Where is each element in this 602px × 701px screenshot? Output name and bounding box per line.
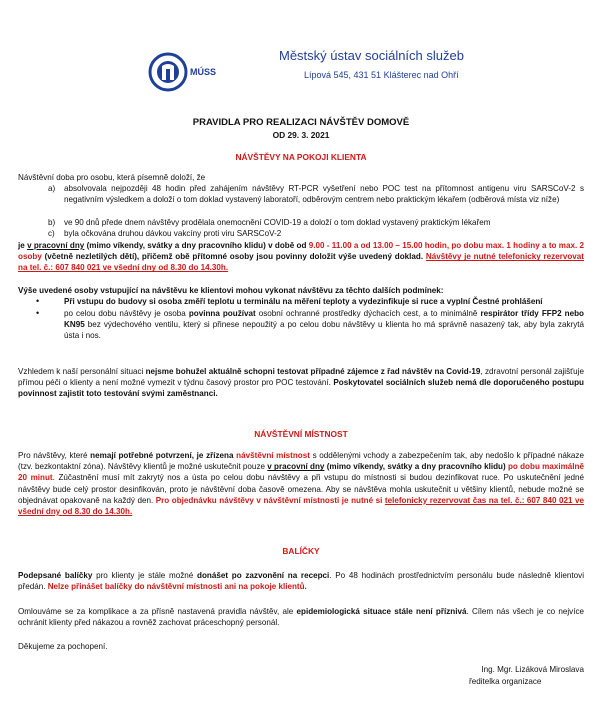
list-label-b: b) bbox=[48, 218, 56, 227]
thanks-text: Děkujeme za pochopení. bbox=[18, 642, 108, 651]
list-label-c: c) bbox=[48, 229, 55, 238]
list-item-c: byla očkována druhou dávkou vakcíny proti viru SARSCoV-2 bbox=[64, 229, 282, 238]
section1-intro: Návštěvní doba pro osobu, která písemně doloží, že bbox=[18, 173, 206, 182]
list-item-a: absolvovala nejpozději 48 hodin před zahájením návštěvy RT-PCR vyšetření nebo POC test na přítomnost antigenu viru SARSCoV-2 s negativním výsledkem a doloží o tom doklad vystavený laboratoří, odběrovým centrem nebo praktickým lékařem (odběrová místa viz níže) bbox=[64, 184, 584, 205]
packages-paragraph: Podepsané balíčky pro klienty je stále možné donášet po zazvonění na recepci. Po 48 hodinách prostřednictvím personálu bude následně klientovi předán. Nelze přinášet balíčky do návštěvní místnosti ani na pokoje klientů. bbox=[18, 571, 584, 592]
section-heading-packages: BALÍČKY bbox=[282, 546, 320, 556]
bullet-icon: • bbox=[36, 296, 40, 306]
closing-paragraph: Omlouváme se za komplikace a za přísně nastavená pravidla návštěv, ale epidemiologická situace stále není příznivá. Cílem nás všech je co nejvíce ochránit klienty před nákazou a rovněž zachovat práceschopný personál. bbox=[18, 607, 585, 628]
signature-name: Ing. Mgr. Lizáková Miroslava bbox=[481, 665, 584, 674]
section-heading-room-visits: NÁVŠTĚVY NA POKOJI KLIENTA bbox=[235, 152, 367, 162]
document-date: OD 29. 3. 2021 bbox=[272, 130, 330, 140]
section-heading-visiting-room: NÁVŠTĚVNÍ MÍSTNOST bbox=[254, 429, 348, 439]
visiting-room-paragraph: Pro návštěvy, které nemají potřebné potvrzení, je zřízena návštěvní místnost s oddělenými vchody a zabezpečením tak, aby nedošlo k případné nákaze (tzv. bezkontaktní zóna). Návštěvy klientů je možné uskutečnit pouze v pracovní dny (mimo víkendy, svátky a dny pracovního klidu) po dobu maximálně 20 minut. Zúčastnění musí mít zakrytý nos a ústa po celou dobu návštěvy a při vstupu do místnosti si budou dezinfikovat ruce. Po uskutečnění jedné návštěvy bude celý prostor desinfikován, proto je návštěvní doba časově omezena. Aby se návštěva mohla uskutečnit u většiny klientů, nebude možné se objednávat opakovaně na každý den. Pro objednávku návštěvy v návštěvní místnosti je nutné si telefonicky rezervovat čas na tel. č.: 607 840 021 ve všední dny od 8.30 do 14.30h. bbox=[18, 451, 585, 517]
muss-logo-icon bbox=[148, 52, 188, 92]
conditions-intro: Výše uvedené osoby vstupující na návštěvu ke klientovi mohou vykonat návštěvu za těchto dalších podmínek: bbox=[18, 286, 444, 295]
organization-address: Lípová 545, 431 51 Klášterec nad Ohří bbox=[304, 70, 459, 80]
visiting-hours-paragraph: je v pracovní dny (mimo víkendy, svátky a dny pracovního klidu) v době od 9.00 - 11.00 a od 13.00 – 15.00 hodin, po dobu max. 1 hodiny a to max. 2 osoby (včetně nezletilých dětí), přičemž obě přítomné osoby jsou povinny doložit výše uvedený doklad. Návštěvy je nutné telefonicky rezervovat na tel. č.: 607 840 021 ve všední dny od 8.30 do 14.30h. bbox=[18, 241, 585, 273]
list-item-b: ve 90 dnů přede dnem návštěvy prodělala onemocnění COVID-19 a doloží o tom doklad vystavený praktickým lékařem bbox=[64, 218, 491, 227]
document-title: PRAVIDLA PRO REALIZACI NÁVŠTĚV DOMOVĚ bbox=[192, 117, 410, 128]
organization-name: Městský ústav sociálních služeb bbox=[279, 48, 464, 63]
logo-text: MÚSS bbox=[190, 67, 217, 77]
bullet-item-respirator: po celou dobu návštěvy je osoba povinna používat osobní ochranné prostředky dýchacích cest, a to minimálně respirátor třídy FFP2 nebo KN95 bez výdechového ventilu, který si přinese nepoužitý a po celou dobu návštěvy u klienta ho má správně nasazený tak, aby byla zakrytá ústa i nos. bbox=[64, 309, 584, 341]
signature-role: ředitelka organizace bbox=[469, 677, 542, 686]
testing-paragraph: Vzhledem k naší personální situaci nejsme bohužel aktuálně schopni testovat případné zájemce z řad návštěv na Covid-19, zdravotní personál zajišťuje přímou péči o klienty a není možné vymezit v týdnu časový prostor pro POC testování. Poskytovatel sociálních služeb nemá dle doporučeného postupu povinnost zajistit toto testování svými zaměstnanci. bbox=[18, 367, 585, 399]
list-label-a: a) bbox=[48, 184, 56, 193]
bullet-item-temperature: Při vstupu do budovy si osoba změří teplotu u terminálu na měření teploty a vydezinfikuje si ruce a vyplní Čestné prohlášení bbox=[64, 297, 543, 306]
bullet-icon: • bbox=[36, 308, 40, 318]
